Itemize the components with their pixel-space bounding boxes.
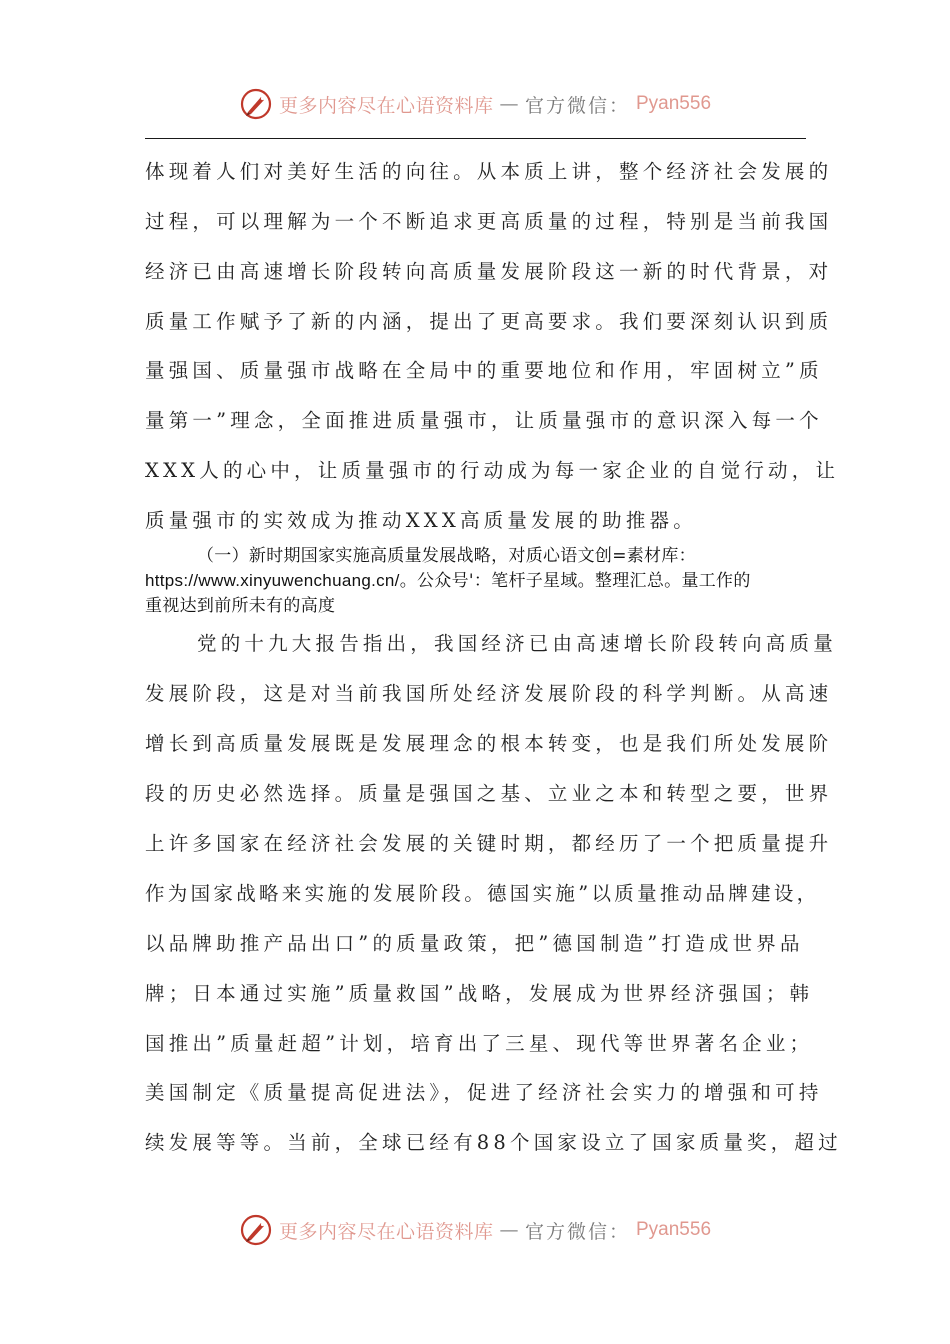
pen-logo-icon [239,1213,273,1247]
paragraph-line: 量强国、质量强市战略在全局中的重要地位和作用，牢固树立”质 [145,359,823,382]
paragraph-line: 以品牌助推产品出口”的质量政策，把”德国制造”打造成世界品 [145,932,804,955]
section-heading-line-2-text: 。公众号'：笔杆子星域。整理汇总。量工作的 [399,571,751,591]
paragraph-line: 量第一”理念，全面推进质量强市，让质量强市的意识深入每一个 [145,409,823,432]
header-wechat-label: 官方微信： [524,94,630,117]
section-heading-line-3: 重视达到前所未有的高度 [145,596,336,616]
paragraph-line: 上许多国家在经济社会发展的关键时期，都经历了一个把质量提升 [145,832,833,855]
paragraph-line: 续发展等等。当前，全球已经有88个国家设立了国家质量奖，超过 [145,1131,842,1154]
header-separator: — [499,93,519,115]
footer-separator: — [499,1219,519,1241]
paragraph-line: 美国制定《质量提高促进法》，促进了经济社会实力的增强和可持 [145,1081,823,1104]
footer-banner [145,1212,805,1248]
paragraph-line: 作为国家战略来实施的发展阶段。德国实施”以质量推动品牌建设， [145,882,820,905]
header-wechat-id: Pyan556 [636,93,712,114]
paragraph-line: 牌；日本通过实施”质量救国”战略，发展成为世界经济强国；韩 [145,982,814,1005]
footer-wechat-id: Pyan556 [636,1219,712,1240]
paragraph-line: 发展阶段，这是对当前我国所处经济发展阶段的科学判断。从高速 [145,682,833,705]
source-url-link[interactable]: https://www.xinyuwenchuang.cn/ [145,571,400,590]
paragraph-line: 体现着人们对美好生活的向往。从本质上讲，整个经济社会发展的 [145,160,833,183]
section-heading-line-1: （一）新时期国家实施高质量发展战略，对质心语文创=素材库： [197,546,696,566]
header-divider [145,138,806,139]
paragraph-line: XXX人的心中，让质量强市的行动成为每一家企业的自觉行动，让 [145,459,840,482]
section-heading-line-2 [145,570,751,592]
paragraph-line: 增长到高质量发展既是发展理念的根本转变，也是我们所处发展阶 [145,732,833,755]
header-banner [145,86,805,122]
paragraph-line: 质量工作赋予了新的内涵，提出了更高要求。我们要深刻认识到质 [145,310,833,333]
paragraph-line: 过程，可以理解为一个不断追求更高质量的过程，特别是当前我国 [145,210,833,233]
header-banner-text: 更多内容尽在心语资料库 [278,94,494,117]
paragraph-line: 党的十九大报告指出，我国经济已由高速增长阶段转向高质量 [197,632,837,655]
pen-logo-icon [239,87,273,121]
paragraph-line: 经济已由高速增长阶段转向高质量发展阶段这一新的时代背景，对 [145,260,833,283]
footer-wechat-label: 官方微信： [524,1220,630,1243]
paragraph-line: 国推出”质量赶超”计划，培育出了三星、现代等世界著名企业； [145,1032,814,1055]
footer-banner-text: 更多内容尽在心语资料库 [278,1220,494,1243]
paragraph-line: 段的历史必然选择。质量是强国之基、立业之本和转型之要，世界 [145,782,833,805]
paragraph-line: 质量强市的实效成为推动XXX高质量发展的助推器。 [145,509,697,532]
